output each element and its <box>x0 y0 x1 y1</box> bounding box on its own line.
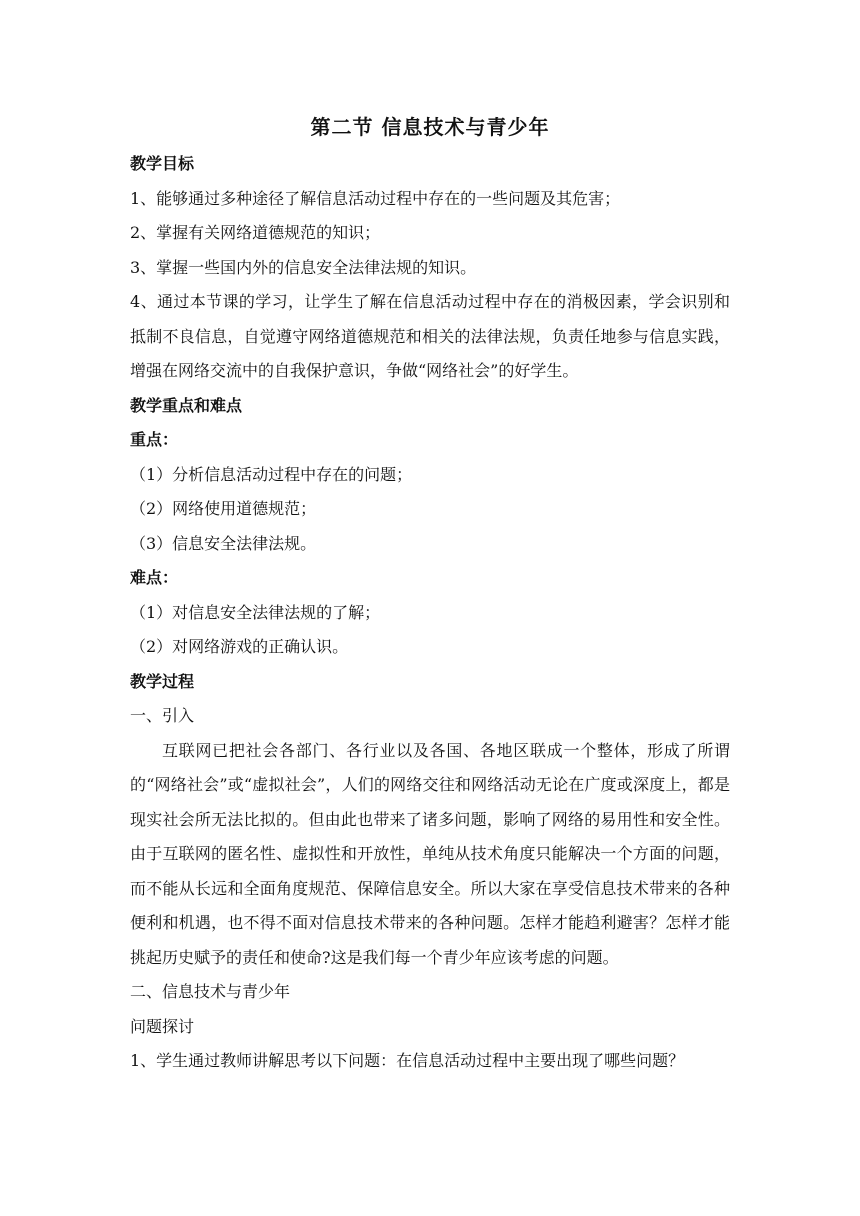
process-heading: 教学过程 <box>130 671 195 691</box>
goal-item: 3、掌握一些国内外的信息安全法律法规的知识。 <box>130 257 477 277</box>
goal-item: 4、通过本节课的学习，让学生了解在信息活动过程中存在的消极因素，学会识别和抵制不良信息，自觉遵守网络道德规范和相关的法律法规，负责任地参与信息实践，增强在网络交流中的自我保护意识，争做“网络社会”的好学生。 <box>130 292 730 380</box>
intro-paragraph: 互联网已把社会各部门、各行业以及各国、各地区联成一个整体，形成了所谓的“网络社会”或“虚拟社会”，人们的网络交往和网络活动无论在广度或深度上，都是现实社会所无法比拟的。但由此也带来了诸多问题，影响了网络的易用性和安全性。由于互联网的匿名性、虚拟性和开放性，单纯从技术角度只能解决一个方面的问题，而不能从长远和全面角度规范、保障信息安全。所以大家在享受信息技术带来的各种便利和机遇，也不得不面对信息技术带来的各种问题。怎样才能趋利避害？怎样才能挑起历史赋予的责任和使命?这是我们每一个青少年应该考虑的问题。 <box>130 740 730 967</box>
goals-heading: 教学目标 <box>130 154 195 173</box>
focus-item: （1）分析信息活动过程中存在的问题； <box>130 464 413 484</box>
difficulty-item: （2）对网络游戏的正确认识。 <box>130 637 349 656</box>
goal-item: 1、能够通过多种途径了解信息活动过程中存在的一些问题及其危害； <box>130 188 621 208</box>
focus-label: 重点： <box>130 430 179 449</box>
focus-item: （2）网络使用道德规范； <box>130 499 317 518</box>
document-body <box>130 147 730 1079</box>
page-title: 第二节 信息技术与青少年 <box>310 115 550 139</box>
key-points-heading: 教学重点和难点 <box>130 395 243 415</box>
difficulty-item: （1）对信息安全法律法规的了解； <box>130 602 381 622</box>
question-item: 1、学生通过教师讲解思考以下问题：在信息活动过程中主要出现了哪些问题？ <box>130 1051 685 1070</box>
difficulty-label: 难点： <box>130 568 179 587</box>
goal-item: 2、掌握有关网络道德规范的知识； <box>130 223 381 242</box>
discussion-label: 问题探讨 <box>130 1016 195 1036</box>
intro-heading: 一、引入 <box>130 706 195 725</box>
focus-item: （3）信息安全法律法规。 <box>130 533 317 553</box>
part2-heading: 二、信息技术与青少年 <box>130 982 291 1001</box>
